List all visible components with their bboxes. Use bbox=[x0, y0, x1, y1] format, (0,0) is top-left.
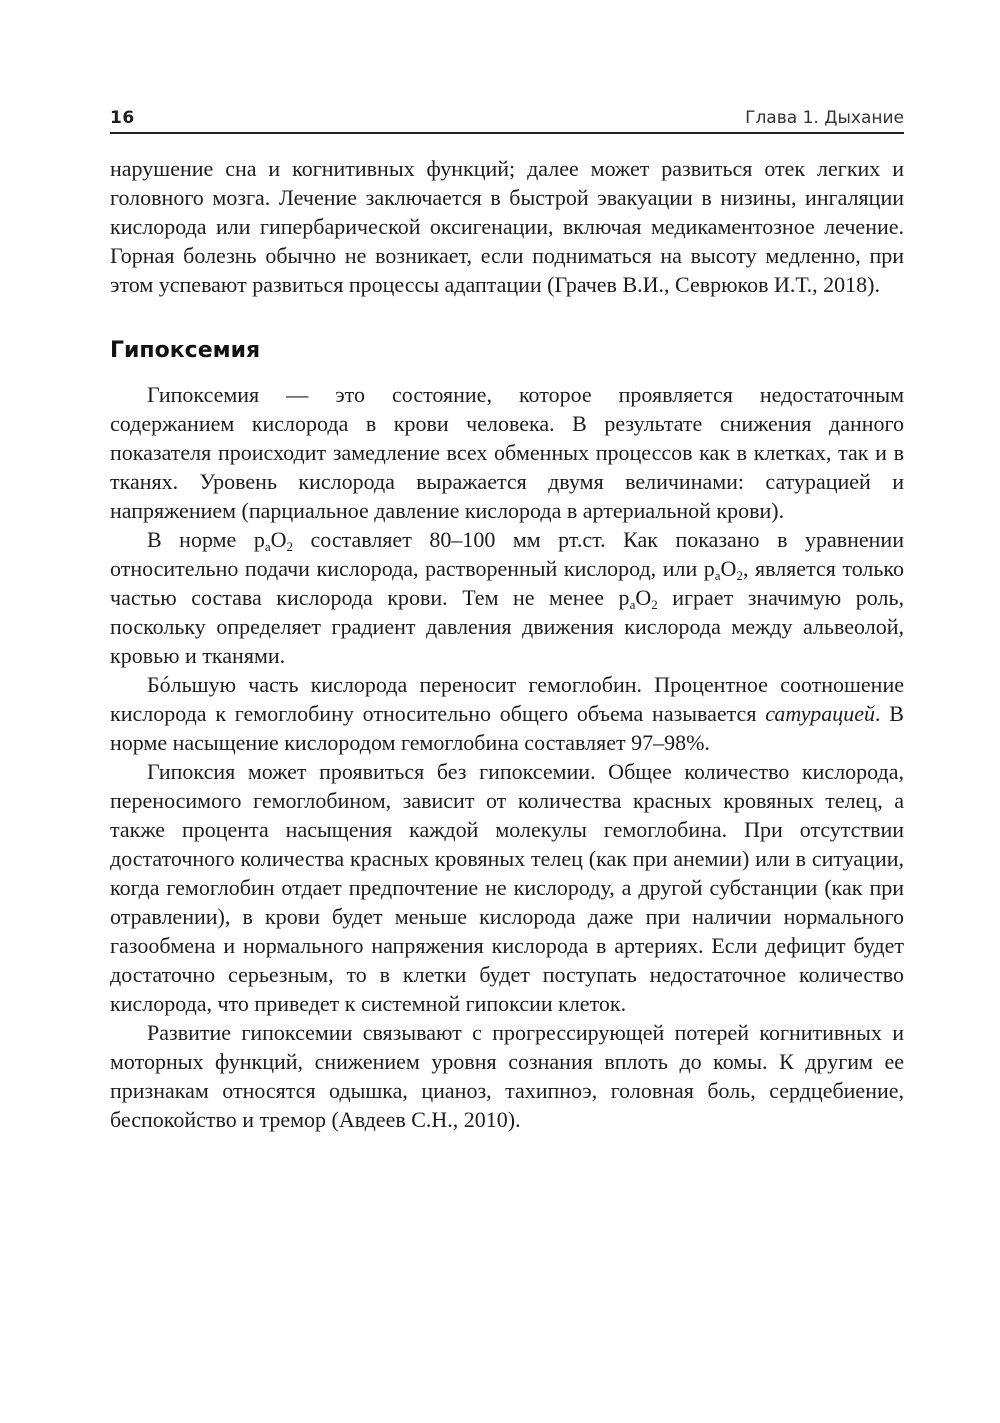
oxygen-symbol: O bbox=[270, 527, 287, 552]
oxygen-symbol: O bbox=[635, 585, 652, 610]
paragraph-definition: Гипоксемия — это состояние, которое проявляется недостаточным содержанием кислорода в крови человека. В результате снижения данного показателя происходит замедление всех обменных процессов как в клетках, так и в тканях. Уровень кислорода выражается двумя величинами: сатурацией и напряжением (парциальное давление кислорода в артериальной крови). bbox=[110, 382, 904, 523]
oxygen-symbol: O bbox=[720, 556, 737, 581]
subscript-a: a bbox=[629, 597, 636, 612]
paragraph-hypoxia: Гипоксия может проявиться без гипоксемии. Общее количество кислорода, переносимого гемоглобином, зависит от количества красных кровяных телец, а также процента насыщения каждой молекулы гемоглобина. При отсутствии достаточного количества красных кровяных телец (как при анемии) или в ситуации, когда гемоглобин отдает предпочтение не кислороду, а другой субстанции (как при отравлении), в крови будет меньше кислорода даже при наличии нормального газообмена и нормального напряжения кислорода в артериях. Если дефицит будет достаточно серьезным, то в клетки будет поступать недостаточное количество кислорода, что приведет к системной гипоксии клеток. bbox=[110, 759, 904, 1016]
chapter-title: Глава 1. Дыхание bbox=[745, 108, 904, 128]
page-number: 16 bbox=[110, 108, 135, 128]
saturation-text-1: Бóльшую часть кислорода переносит гемоглобин. Процентное соотношение кислорода к гемоглобину относительно общего объема называется bbox=[110, 672, 904, 726]
pao2-text-2: составляет 80–100 мм рт.ст. Как показано в уравнении относительно подачи кислорода, растворенный кислород, или p bbox=[110, 527, 904, 581]
pao2-text-4: играет значимую роль, поскольку определяет градиент давления движения кислорода между альвеолой, кровью и тканями. bbox=[110, 585, 904, 668]
pao2-text-1: В норме p bbox=[147, 527, 265, 552]
book-page bbox=[110, 96, 904, 1134]
subscript-a: a bbox=[264, 539, 271, 554]
running-header bbox=[110, 96, 904, 134]
pao2-text-3: , является только частью состава кислорода крови. Тем не менее p bbox=[110, 556, 904, 610]
subscript-a: a bbox=[714, 568, 721, 583]
saturation-term: сатурацией bbox=[765, 701, 876, 726]
intro-paragraph: нарушение сна и когнитивных функций; далее может развиться отек легких и головного мозга. Лечение заключается в быстрой эвакуации в низины, ингаляции кислорода или гипербарической оксигенации, включая медикаментозное лечение. Горная болезнь обычно не возникает, если подниматься на высоту медленно, при этом успевают развиться процессы адаптации (Грачев В.И., Севрюков И.Т., 2018). bbox=[110, 156, 904, 297]
page-body bbox=[110, 154, 904, 1134]
saturation-text-2: . В норме насыщение кислородом гемоглобина составляет 97–98%. bbox=[110, 701, 904, 755]
section-heading: Гипоксемия bbox=[110, 338, 261, 363]
subscript-2: 2 bbox=[286, 539, 293, 554]
paragraph-symptoms: Развитие гипоксемии связывают с прогрессирующей потерей когнитивных и моторных функций, снижением уровня сознания вплоть до комы. К другим ее признакам относятся одышка, цианоз, тахипноэ, головная боль, сердцебиение, беспокойство и тремор (Авдеев С.Н., 2010). bbox=[110, 1020, 904, 1132]
subscript-2: 2 bbox=[651, 597, 658, 612]
paragraph-pao2 bbox=[110, 525, 904, 670]
subscript-2: 2 bbox=[736, 568, 743, 583]
paragraph-saturation bbox=[110, 670, 904, 757]
